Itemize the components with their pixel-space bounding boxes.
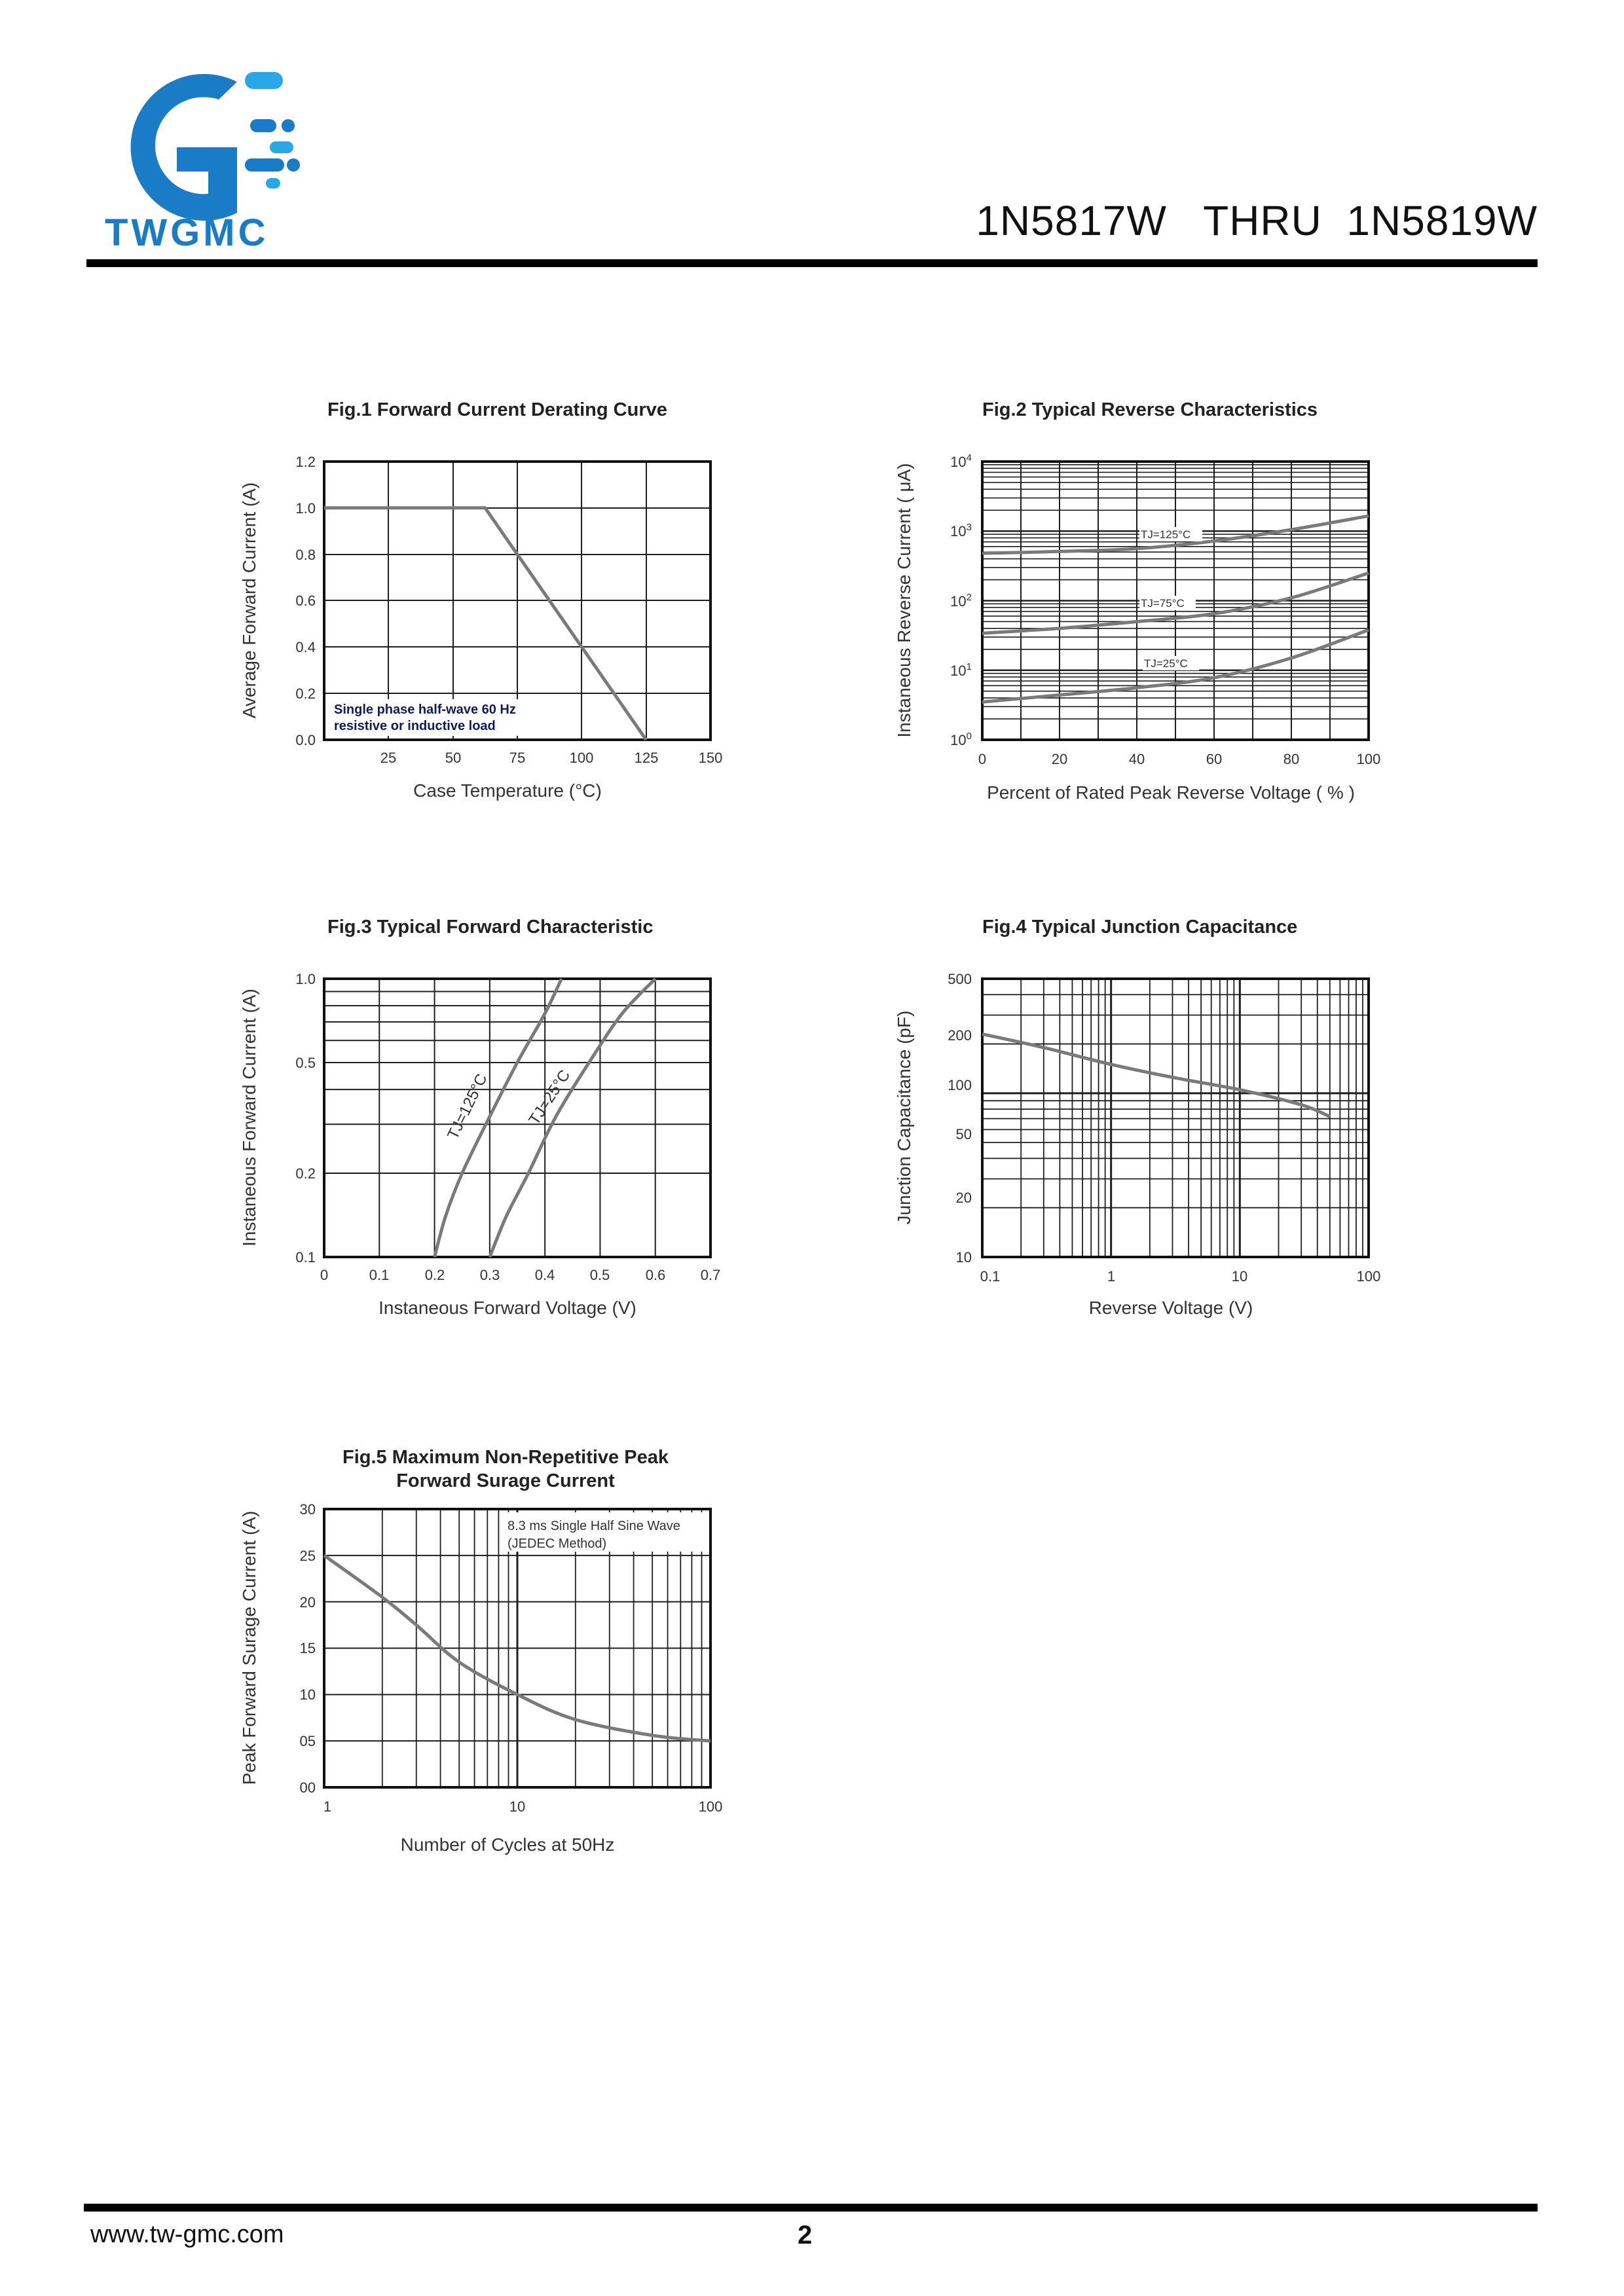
fig1-ytick: 1.2: [295, 454, 316, 470]
fig2-ytick: $10^0$: [950, 731, 972, 748]
fig3-chart: [236, 910, 760, 1342]
fig2-ylabel: Instaneous Reverse Current ( μA): [894, 463, 914, 738]
fig3-ylabel: Instaneous Forward Current (A): [239, 989, 259, 1247]
fig1-note: [329, 699, 545, 736]
fig1-xlabel: Case Temperature (°C): [413, 780, 602, 801]
fig3-label-t25: TJ=25°C: [525, 1066, 574, 1129]
fig4-xtick: 1: [1107, 1268, 1116, 1285]
fig4-ytick: 100: [948, 1077, 972, 1093]
fig5-ytick: 20: [299, 1594, 316, 1611]
fig5-title-line2: Forward Surage Current: [396, 1470, 615, 1491]
fig2-xlabel: Percent of Rated Peak Reverse Voltage ( % ): [987, 782, 1355, 803]
fig4-xtick: 10: [1231, 1268, 1248, 1285]
fig4-ytick: 500: [948, 971, 972, 987]
fig4-ytick: 50: [955, 1126, 972, 1142]
fig3-xticks: [320, 1267, 720, 1283]
fig2-label-t125: TJ=125°C: [1141, 528, 1191, 541]
fig1-xtick: 50: [445, 750, 462, 766]
fig1-ylabel: Average Forward Current (A): [239, 482, 259, 719]
fig2-ytick: $10^3$: [950, 522, 972, 539]
fig4-xticks: [980, 1268, 1381, 1285]
fig3-label-t125: TJ=125°C: [444, 1071, 491, 1142]
fig1-xtick: 25: [380, 750, 397, 766]
fig1-ytick: 1.0: [295, 500, 316, 517]
fig2-xtick: 60: [1206, 751, 1223, 767]
page-number: 2: [798, 2221, 813, 2250]
fig4-ytick: 20: [955, 1190, 972, 1206]
fig3-ytick: 0.2: [295, 1165, 316, 1182]
fig5-title-line1: Fig.5 Maximum Non-Repetitive Peak: [342, 1447, 669, 1468]
fig2-chart: [891, 393, 1414, 825]
figure-5: [236, 1440, 760, 1876]
fig4-yticks: [948, 971, 972, 1266]
fig2-ytick: $10^1$: [950, 661, 972, 679]
fig3-plot-area: [324, 979, 710, 1257]
fig4-ytick: 10: [955, 1249, 972, 1266]
document-title: 1N5817W THRU 1N5819W: [976, 197, 1538, 244]
figure-2: [891, 393, 1414, 828]
fig5-ytick: 05: [299, 1733, 316, 1749]
fig2-label-t25: TJ=25°C: [1144, 657, 1188, 670]
fig4-xtick: 100: [1356, 1268, 1381, 1285]
fig3-xtick: 0.7: [700, 1267, 721, 1283]
fig1-ytick: 0.6: [295, 592, 316, 609]
fig3-ytick: 0.1: [295, 1249, 316, 1266]
fig1-xtick: 75: [509, 750, 526, 766]
fig4-chart: [891, 910, 1414, 1342]
fig3-xlabel: Instaneous Forward Voltage (V): [378, 1298, 637, 1318]
fig4-plot-area: [982, 979, 1369, 1257]
fig1-ytick: 0.4: [295, 639, 316, 655]
fig4-ytick: 200: [948, 1027, 972, 1044]
fig5-xtick: 10: [509, 1798, 526, 1815]
fig3-yticks: [295, 971, 316, 1266]
logo-text: TWGMC: [105, 211, 269, 254]
fig5-ytick: 00: [299, 1779, 316, 1796]
fig2-yticks: [950, 452, 972, 748]
fig4-title: Fig.4 Typical Junction Capacitance: [982, 917, 1298, 938]
fig5-ytick: 10: [299, 1686, 316, 1703]
fig1-xtick: 100: [569, 750, 594, 766]
figure-4: [891, 910, 1414, 1345]
fig1-yticks: [295, 454, 316, 748]
fig3-ytick: 1.0: [295, 971, 316, 987]
fig5-xticks: [323, 1798, 722, 1815]
figure-1: [236, 393, 760, 828]
fig2-title: Fig.2 Typical Reverse Characteristics: [982, 399, 1318, 420]
fig4-xtick: 0.1: [980, 1268, 1001, 1285]
fig5-note-line2: (JEDEC Method): [507, 1537, 607, 1551]
fig3-xtick: 0: [320, 1267, 329, 1283]
fig2-xtick: 0: [978, 751, 987, 767]
fig3-xtick: 0.1: [369, 1267, 390, 1283]
fig3-xtick: 0.2: [424, 1267, 445, 1283]
fig3-title: Fig.3 Typical Forward Characteristic: [327, 917, 654, 938]
fig2-xticks: [978, 751, 1380, 767]
fig5-note-line1: 8.3 ms Single Half Sine Wave: [507, 1519, 680, 1533]
fig2-xtick: 40: [1128, 751, 1145, 767]
fig3-xtick: 0.3: [479, 1267, 500, 1283]
fig5-ytick: 30: [299, 1501, 316, 1518]
fig2-ytick: $10^4$: [950, 452, 972, 470]
fig3-xtick: 0.4: [534, 1267, 555, 1283]
fig5-ytick: 15: [299, 1640, 316, 1656]
fig1-note-line1: Single phase half-wave 60 Hz: [334, 702, 516, 717]
fig5-chart: [236, 1440, 760, 1872]
fig4-ylabel: Junction Capacitance (pF): [894, 1010, 914, 1225]
fig5-xtick: 100: [698, 1798, 723, 1815]
fig1-chart: [236, 393, 760, 825]
figure-3: [236, 910, 760, 1345]
fig5-note: [501, 1512, 708, 1552]
fig4-xlabel: Reverse Voltage (V): [1088, 1298, 1253, 1318]
fig1-plot-area: [324, 462, 710, 740]
fig1-xticks: [380, 750, 723, 766]
fig3-xtick: 0.6: [645, 1267, 666, 1283]
fig5-ylabel: Peak Forward Surage Current (A): [239, 1510, 259, 1785]
fig5-xtick: 1: [323, 1798, 332, 1815]
fig2-xtick: 20: [1051, 751, 1068, 767]
fig5-xlabel: Number of Cycles at 50Hz: [400, 1834, 615, 1855]
fig2-label-t75: TJ=75°C: [1141, 597, 1185, 610]
fig3-ytick: 0.5: [295, 1055, 316, 1071]
footer-url[interactable]: www.tw-gmc.com: [90, 2221, 284, 2248]
fig1-xtick: 150: [698, 750, 723, 766]
fig1-title: Fig.1 Forward Current Derating Curve: [327, 399, 667, 420]
fig1-ytick: 0.8: [295, 547, 316, 563]
fig1-ytick: 0.2: [295, 685, 316, 702]
fig2-ytick: $10^2$: [950, 592, 972, 610]
fig5-yticks: [300, 1501, 316, 1796]
fig1-note-line2: resistive or inductive load: [334, 719, 496, 733]
footer-rule: [84, 2204, 1538, 2212]
fig3-xtick: 0.5: [589, 1267, 610, 1283]
fig2-xtick: 100: [1356, 751, 1381, 767]
header-rule: [86, 259, 1538, 267]
fig5-ytick: 25: [299, 1548, 316, 1564]
fig2-xtick: 80: [1283, 751, 1300, 767]
fig1-ytick: 0.0: [295, 732, 316, 748]
fig1-xtick: 125: [634, 750, 659, 766]
